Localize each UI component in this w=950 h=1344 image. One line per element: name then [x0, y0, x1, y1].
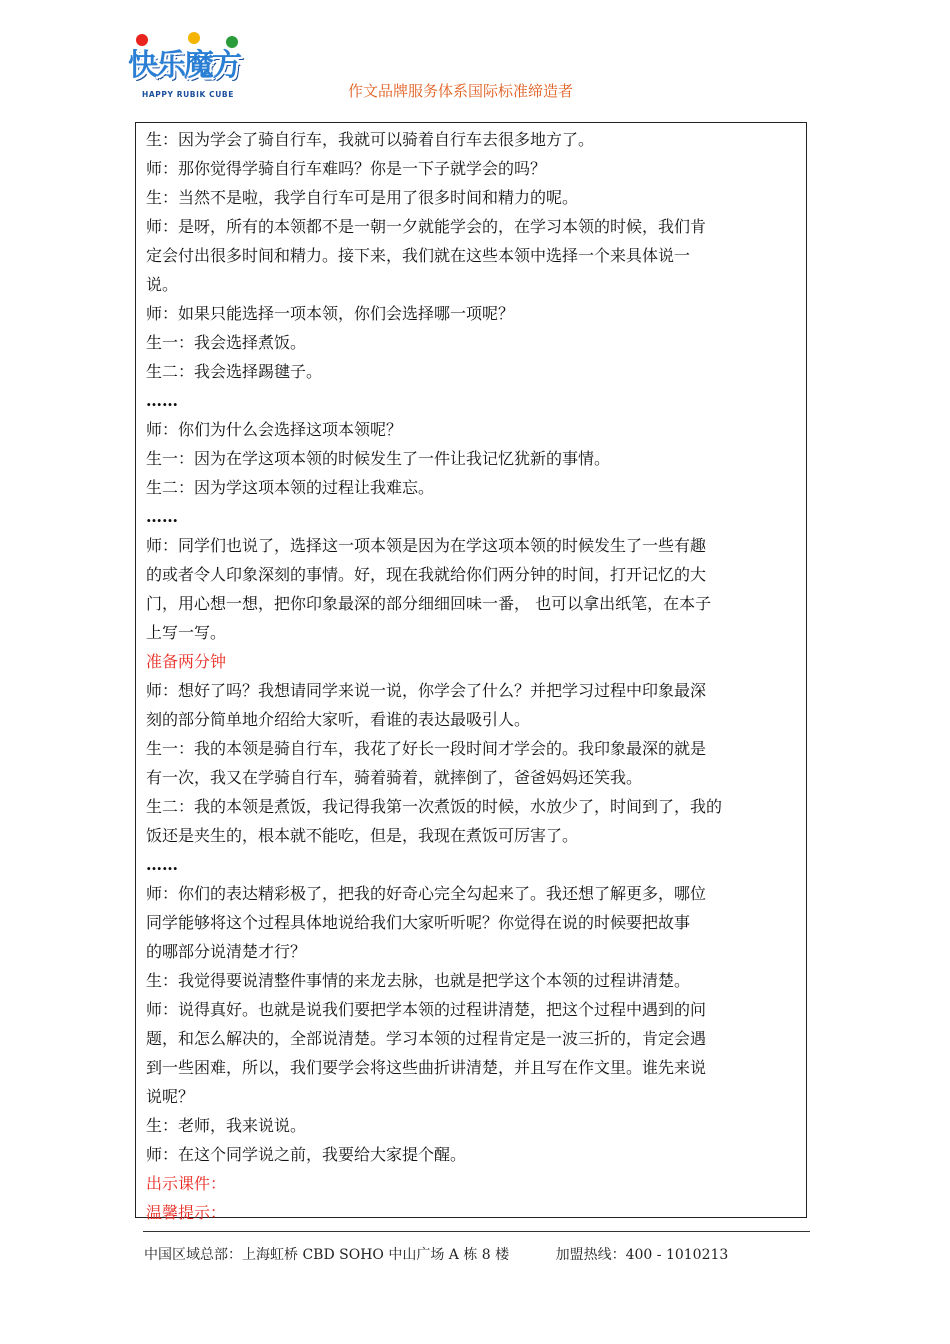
transcript-line: 生：当然不是啦，我学自行车可是用了很多时间和精力的呢。: [146, 188, 579, 207]
transcript-line: 生：因为学会了骑自行车，我就可以骑着自行车去很多地方了。: [146, 130, 595, 149]
footer-divider: [143, 1231, 810, 1232]
transcript-line: 生二：因为学这项本领的过程让我难忘。: [146, 478, 435, 497]
transcript-line: 刻的部分简单地介绍给大家听，看谁的表达最吸引人。: [146, 710, 531, 729]
section-heading: 温馨提示：: [146, 1203, 227, 1222]
transcript-line: 题，和怎么解决的，全部说清楚。学习本领的过程肯定是一波三折的，肯定会遇: [146, 1029, 707, 1048]
transcript-line: 师：想好了吗？我想请同学来说一说，你学会了什么？并把学习过程中印象最深: [146, 681, 707, 700]
transcript-line: 的哪部分说清楚才行？: [146, 942, 307, 961]
transcript-line: ……: [146, 391, 178, 410]
transcript-line: 的或者令人印象深刻的事情。好，现在我就给你们两分钟的时间，打开记忆的大: [146, 565, 707, 584]
transcript-line: 生二：我会选择踢毽子。: [146, 362, 323, 381]
transcript-line: 饭还是夹生的，根本就不能吃，但是，我现在煮饭可厉害了。: [146, 826, 579, 845]
transcript-line: 师：说得真好。也就是说我们要把学本领的过程讲清楚，把这个过程中遇到的问: [146, 1000, 707, 1019]
transcript-line: 生：我觉得要说清整件事情的来龙去脉，也就是把学这个本领的过程讲清楚。: [146, 971, 691, 990]
transcript-line: ……: [146, 507, 178, 526]
transcript-line: 有一次，我又在学骑自行车，骑着骑着，就摔倒了，爸爸妈妈还笑我。: [146, 768, 643, 787]
transcript-line: 生二：我的本领是煮饭，我记得我第一次煮饭的时候，水放少了，时间到了，我的: [146, 797, 723, 816]
transcript-line: 师：你们为什么会选择这项本领呢？: [146, 420, 403, 439]
transcript-line: 上写一写。: [146, 623, 227, 642]
transcript-line: 门，用心想一想，把你印象最深的部分细细回味一番， 也可以拿出纸笔，在本子: [146, 594, 712, 613]
section-heading: 出示课件：: [146, 1174, 227, 1193]
transcript-content: [146, 125, 798, 1227]
transcript-line: ……: [146, 855, 178, 874]
page-header: [0, 0, 950, 120]
transcript-line: 生一：因为在学这项本领的时候发生了一件让我记忆犹新的事情。: [146, 449, 611, 468]
section-heading: 准备两分钟: [146, 652, 227, 671]
transcript-line: 到一些困难，所以，我们要学会将这些曲折讲清楚，并且写在作文里。谁先来说: [146, 1058, 707, 1077]
page-footer: [144, 1244, 728, 1264]
transcript-line: 说呢？: [146, 1087, 195, 1106]
footer-hotline: 加盟热线：400 - 1010213: [555, 1247, 729, 1263]
transcript-line: 同学能够将这个过程具体地说给我们大家听听呢？你觉得在说的时候要把故事: [146, 913, 691, 932]
lesson-transcript-box: [135, 122, 807, 1222]
transcript-line: 师：如果只能选择一项本领，你们会选择哪一项呢？: [146, 304, 515, 323]
transcript-line: 生一：我会选择煮饭。: [146, 333, 307, 352]
logo-subtitle: HAPPY RUBIK CUBE: [142, 90, 234, 99]
transcript-line: 师：同学们也说了，选择这一项本领是因为在学这项本领的时候发生了一些有趣: [146, 536, 707, 555]
logo-text: 快乐魔方: [128, 48, 240, 83]
transcript-line: 师：你们的表达精彩极了，把我的好奇心完全勾起来了。我还想了解更多，哪位: [146, 884, 707, 903]
transcript-line: 师：在这个同学说之前，我要给大家提个醒。: [146, 1145, 467, 1164]
transcript-line: 师：那你觉得学骑自行车难吗？你是一下子就学会的吗？: [146, 159, 547, 178]
brand-logo: [128, 40, 260, 106]
brand-tagline: 作文品牌服务体系国际标准缔造者: [348, 82, 574, 100]
footer-address: 中国区域总部：上海虹桥 CBD SOHO 中山广场 A 栋 8 楼: [144, 1247, 510, 1263]
transcript-line: 生：老师，我来说说。: [146, 1116, 307, 1135]
transcript-line: 说。: [146, 275, 179, 294]
transcript-line: 师：是呀，所有的本领都不是一朝一夕就能学会的，在学习本领的时候，我们肯: [146, 217, 707, 236]
transcript-line: 生一：我的本领是骑自行车，我花了好长一段时间才学会的。我印象最深的就是: [146, 739, 707, 758]
transcript-line: 定会付出很多时间和精力。接下来，我们就在这些本领中选择一个来具体说一: [146, 246, 691, 265]
